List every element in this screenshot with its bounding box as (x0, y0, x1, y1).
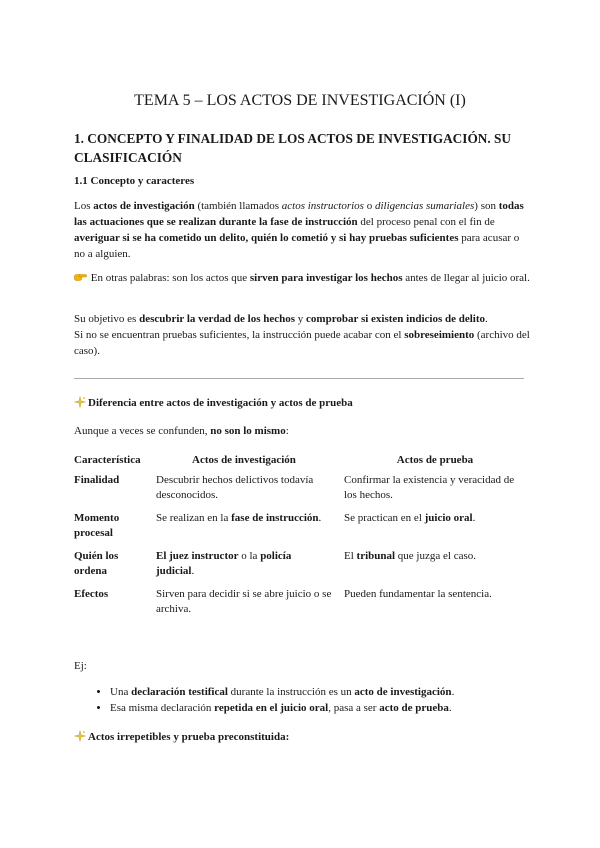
table-cell (338, 511, 532, 549)
bold-text: averiguar si se ha cometido un delito, quién lo cometió y si hay pruebas suficientes (74, 232, 459, 244)
table-row (68, 473, 532, 511)
bold-text: no son lo mismo (210, 425, 286, 437)
bold-text: sirven para investigar los hechos (249, 272, 403, 284)
text: para acusar o no a alguien. (74, 232, 520, 260)
text: durante la instrucción es un (227, 686, 355, 698)
row-label: Quién los ordena (74, 550, 119, 577)
table-cell (150, 549, 338, 587)
text: . (318, 512, 322, 524)
table-row (68, 511, 532, 549)
text: . (485, 313, 488, 325)
italic-text: diligencias sumariales (374, 200, 475, 212)
heading-text: Diferencia entre actos de investigación y actos de prueba (88, 397, 353, 409)
text: Una (110, 686, 132, 698)
text: . (472, 512, 476, 524)
table-header-cell: Actos de prueba (396, 454, 474, 466)
bold-text: acto de prueba (379, 702, 449, 714)
text: . (451, 686, 455, 698)
bold-text: todas las actuaciones que se realizan durante la fase de instrucción (74, 200, 524, 228)
paragraph-objective (74, 311, 530, 359)
table-cell (150, 473, 338, 511)
irrepetibles-heading (74, 729, 530, 745)
table-header-row (68, 448, 532, 473)
text: del proceso penal con el fin de (357, 216, 495, 228)
text: . (191, 565, 195, 577)
list-item (110, 684, 530, 700)
table-row (68, 549, 532, 587)
heading-text: Actos irrepetibles y prueba preconstituida: (88, 731, 290, 743)
bold-text: declaración testifical (131, 686, 228, 698)
text: Aunque a veces se confunden, (74, 425, 211, 437)
text: . (448, 702, 452, 714)
text: , pasa a ser (328, 702, 380, 714)
text: Sirven para decidir si se abre juicio o se archiva. (156, 588, 332, 615)
text: (archivo del caso). (74, 329, 530, 357)
text: que juzga el caso. (395, 550, 476, 562)
text: En otras palabras: son los actos que (88, 272, 250, 284)
bold-text: fase de instrucción (231, 512, 319, 524)
text: Su objetivo es (74, 313, 140, 325)
row-label: Efectos (74, 588, 109, 600)
table-cell (338, 549, 532, 587)
bold-text: descubrir la verdad de los hechos (139, 313, 296, 325)
bold-text: repetida en el juicio oral (214, 702, 329, 714)
text: (también llamados (194, 200, 282, 212)
bold-text: juicio oral (424, 512, 473, 524)
text: Esa misma declaración (110, 702, 215, 714)
text: Confirmar la existencia y veracidad de los hechos. (344, 474, 515, 501)
bold-text: El juez instructor (156, 550, 239, 562)
row-label: Momento procesal (74, 512, 120, 539)
list-item (110, 700, 530, 716)
table-cell (338, 587, 532, 625)
italic-text: actos instructorios (281, 200, 364, 212)
text: Pueden fundamentar la sentencia. (344, 588, 492, 600)
table-header-cell: Actos de investigación (192, 454, 296, 466)
paragraph-in-other-words (74, 270, 530, 286)
sparkles-icon (74, 396, 86, 408)
diff-intro (74, 423, 530, 439)
bold-text: acto de investigación (354, 686, 452, 698)
text: El (344, 550, 357, 562)
horizontal-rule (74, 378, 524, 379)
text: antes de llegar al juicio oral. (402, 272, 530, 284)
page-title: TEMA 5 – LOS ACTOS DE INVESTIGACIÓN (I) (134, 92, 466, 109)
comparison-table (68, 448, 532, 625)
text: y (295, 313, 307, 325)
text: o la (238, 550, 261, 562)
text: o (363, 200, 375, 212)
text: Descubrir hechos delictivos todavía desconocidos. (156, 474, 314, 501)
example-label: Ej: (74, 660, 87, 672)
table-row (68, 587, 532, 625)
text: Se realizan en la (156, 512, 232, 524)
text: ) son (474, 200, 499, 212)
text: Los (74, 200, 94, 212)
text: : (285, 425, 289, 437)
bold-text: comprobar si existen indicios de delito (306, 313, 486, 325)
table-cell (150, 511, 338, 549)
pointing-hand-icon (74, 271, 87, 282)
row-label: Finalidad (74, 474, 120, 486)
paragraph-concept (74, 198, 530, 262)
sparkles-icon (74, 730, 86, 742)
example-list (74, 684, 530, 716)
table-cell (338, 473, 532, 511)
bold-text: policía judicial (156, 550, 292, 577)
subsection-heading: 1.1 Concepto y caracteres (74, 175, 195, 187)
bold-text: actos de investigación (93, 200, 195, 212)
diff-heading (74, 395, 530, 411)
text: Se practican en el (344, 512, 425, 524)
text: Si no se encuentran pruebas suficientes, la instrucción puede acabar con el (74, 329, 405, 341)
table-cell (150, 587, 338, 625)
bold-text: tribunal (356, 550, 396, 562)
table-header-cell: Característica (74, 454, 141, 466)
bold-text: sobreseimiento (404, 329, 475, 341)
section-heading: 1. CONCEPTO Y FINALIDAD DE LOS ACTOS DE INVESTIGACIÓN. SU CLASIFICACIÓN (74, 131, 512, 165)
